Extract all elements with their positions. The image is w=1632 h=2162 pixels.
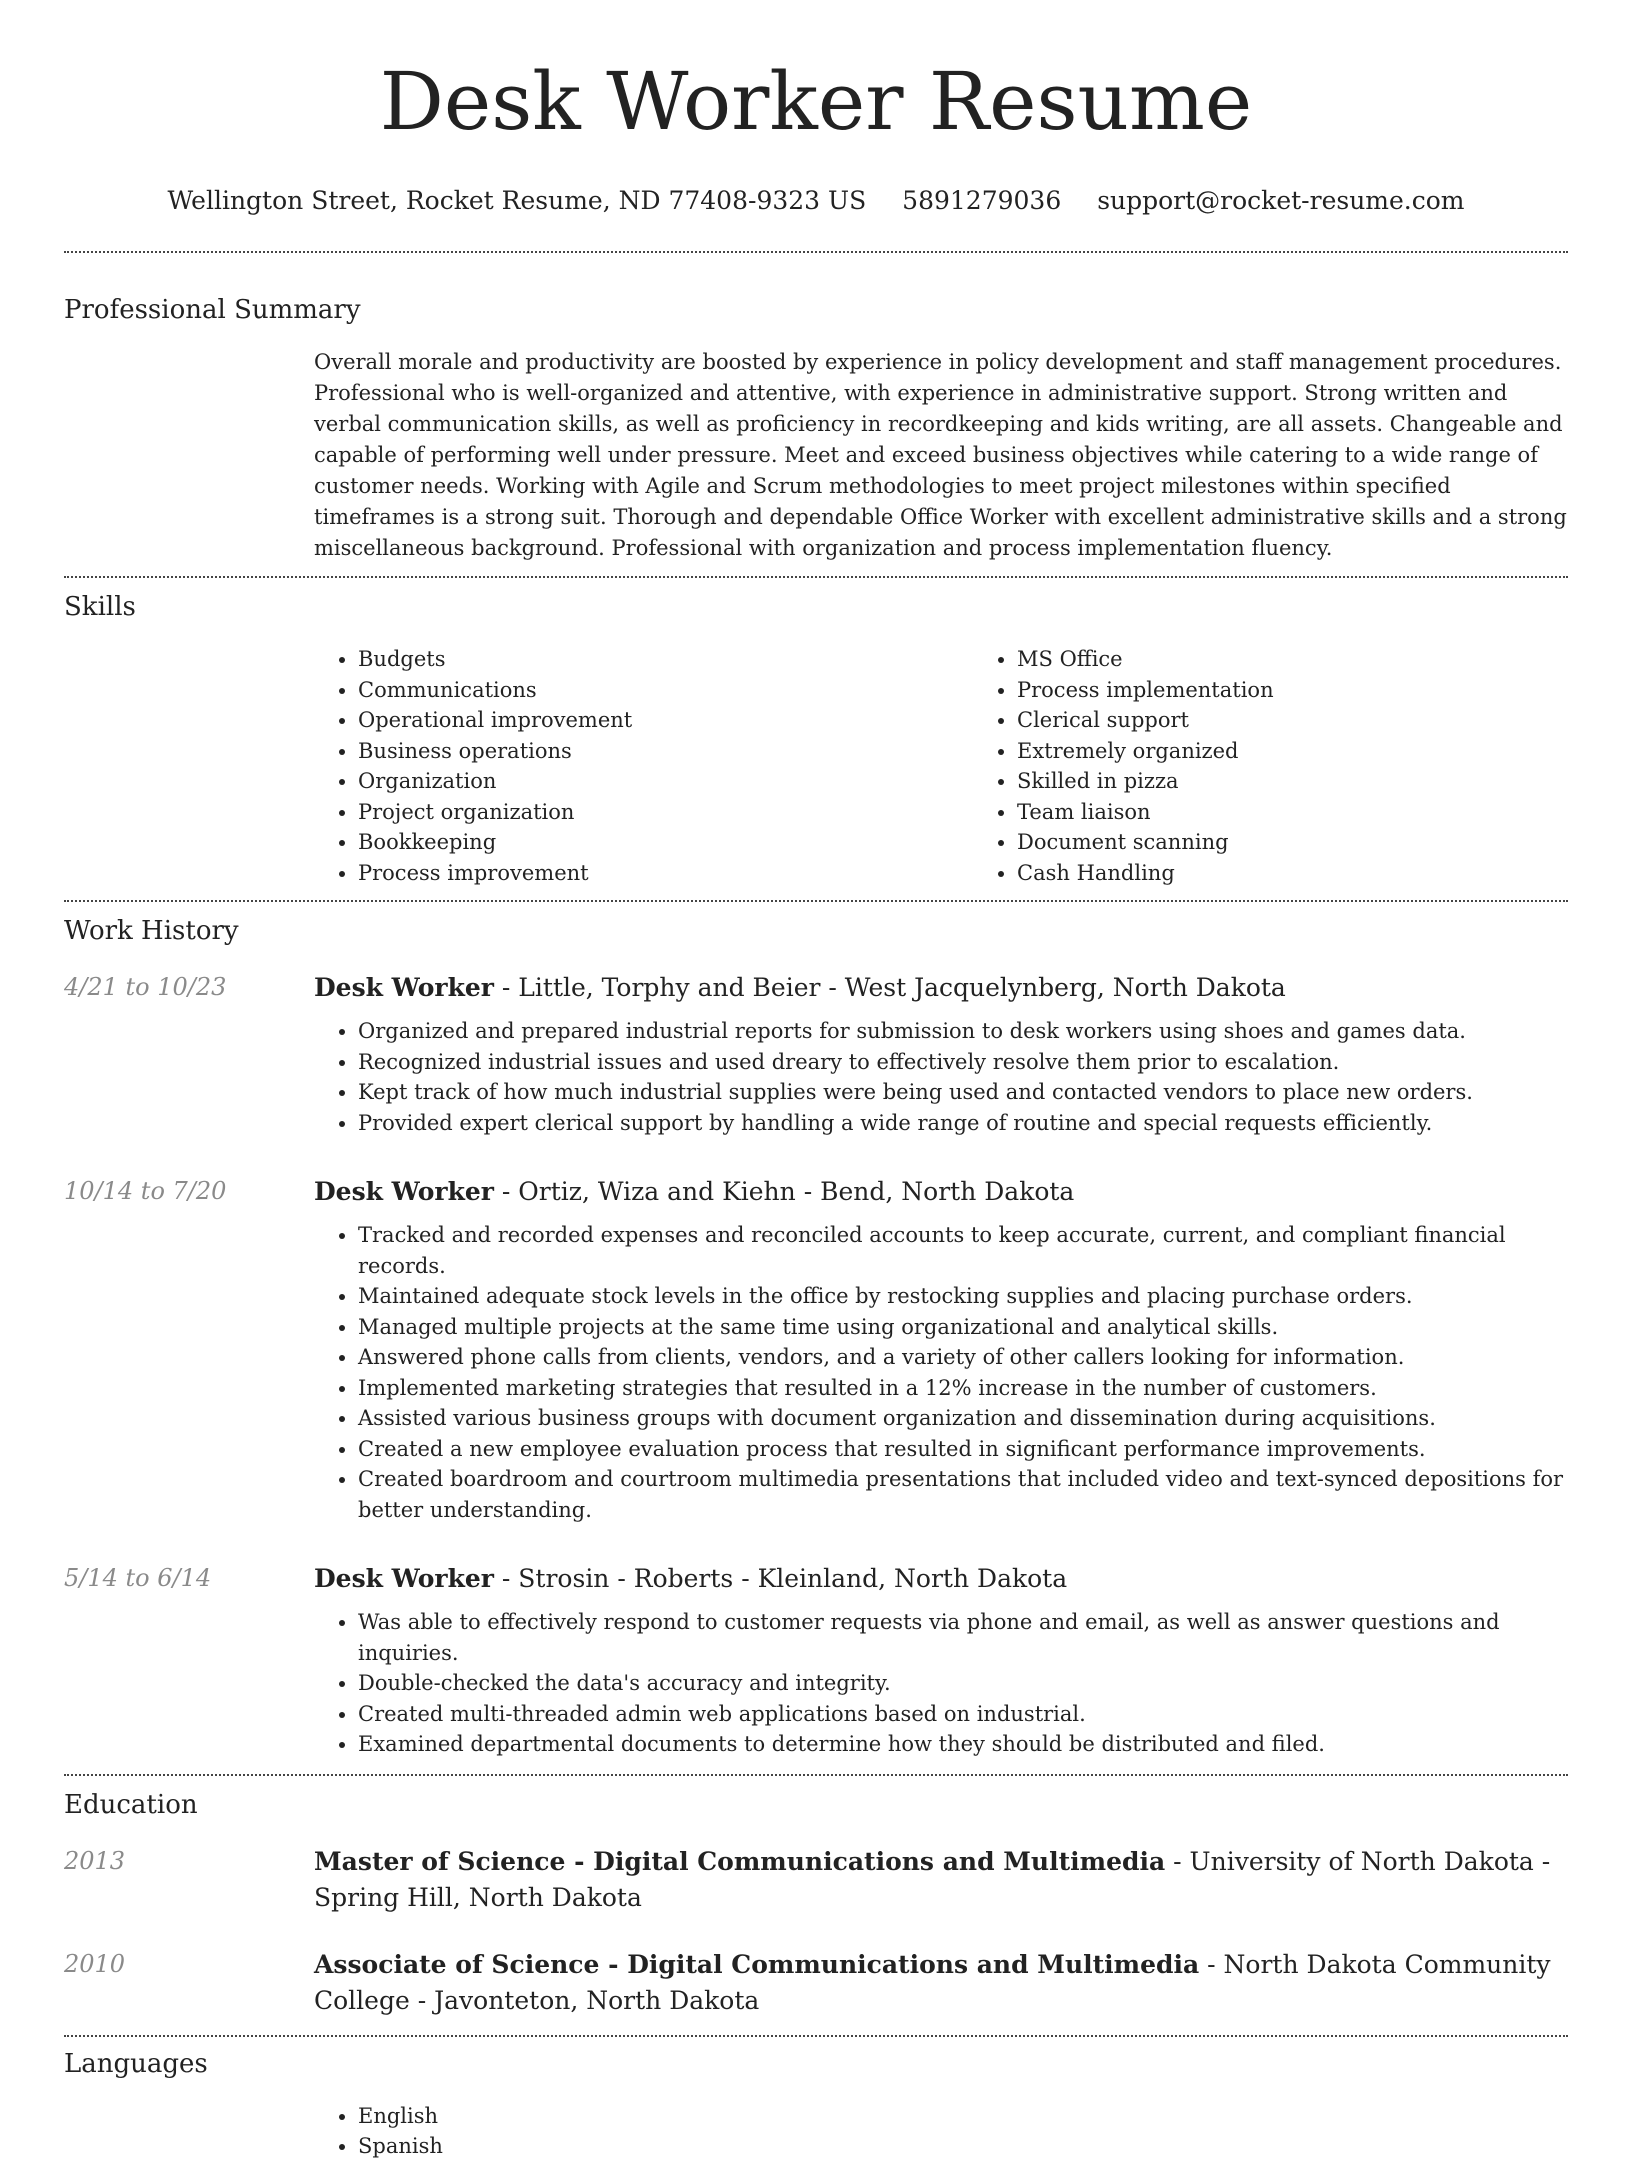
job-date: 5/14 to 6/14 (64, 1564, 212, 1592)
summary-section (64, 293, 1568, 564)
section-divider (64, 576, 1568, 578)
job-entry (64, 1561, 1568, 1760)
skill-item: • Business operations (358, 736, 973, 767)
job-title-line (314, 970, 1568, 1006)
summary-heading: Professional Summary (64, 295, 361, 325)
skill-item: • Operational improvement (358, 705, 973, 736)
job-bullet: • Was able to effectively respond to customer requests via phone and email, as well as answer questions and inquiries. (358, 1607, 1568, 1668)
job-date: 10/14 to 7/20 (64, 1177, 227, 1205)
skill-item: • Budgets (358, 644, 973, 675)
skill-item: • Extremely organized (1017, 736, 1632, 767)
section-divider (64, 251, 1568, 253)
skill-item: • Organization (358, 766, 973, 797)
education-school: - University of North Dakota - Spring Hill, North Dakota (314, 1846, 1551, 1912)
summary-text: Overall morale and productivity are boosted by experience in policy development and staff management procedures. Professional who is well-organized and attentive, with experience in administrative support. Strong written and verbal communication skills, as well as proficiency in recordkeeping and kids writing, are all assets. Changeable and capable of performing well under pressure. Meet and exceed business objectives while catering to a wide range of customer needs. Working with Agile and Scrum methodologies to meet project milestones within specified timeframes is a strong suit. Thorough and dependable Office Worker with excellent administrative skills and a strong miscellaneous background. Professional with organization and process implementation fluency. (314, 350, 1567, 560)
contact-line (64, 184, 1568, 218)
education-year: 2010 (64, 1949, 126, 1978)
skill-item: • Bookkeeping (358, 827, 973, 858)
contact-phone: 5891279036 (902, 186, 1062, 215)
job-employer: - Ortiz, Wiza and Kiehn - Bend, North Dakota (493, 1177, 1075, 1206)
skill-item: • Communications (358, 675, 973, 706)
skill-item: • Team liaison (1017, 797, 1632, 828)
job-title-line (314, 1561, 1568, 1597)
job-entry (64, 1174, 1568, 1525)
skill-item: • Process implementation (1017, 675, 1632, 706)
job-bullet: • Created a new employee evaluation process that resulted in significant performance improvements. (358, 1434, 1568, 1465)
job-bullet: • Answered phone calls from clients, vendors, and a variety of other callers looking for information. (358, 1342, 1568, 1373)
job-bullets (314, 1220, 1568, 1525)
job-bullet: • Kept track of how much industrial supplies were being used and contacted vendors to place new orders. (358, 1077, 1568, 1108)
skill-item: • Project organization (358, 797, 973, 828)
skill-item: • Clerical support (1017, 705, 1632, 736)
job-title: Desk Worker (314, 1177, 494, 1206)
work-history-section (64, 914, 1568, 1760)
job-bullet: • Created multi-threaded admin web applications based on industrial. (358, 1699, 1568, 1730)
job-title: Desk Worker (314, 1564, 494, 1593)
job-bullet: • Assisted various business groups with document organization and dissemination during acquisitions. (358, 1403, 1568, 1434)
job-bullets (314, 1016, 1568, 1138)
job-bullet: • Provided expert clerical support by handling a wide range of routine and special requests efficiently. (358, 1108, 1568, 1139)
resume-title: Desk Worker Resume (379, 55, 1253, 148)
job-bullet: • Examined departmental documents to determine how they should be distributed and filed. (358, 1729, 1568, 1760)
job-bullet: • Implemented marketing strategies that resulted in a 12% increase in the number of customers. (358, 1373, 1568, 1404)
job-bullet: • Double-checked the data's accuracy and integrity. (358, 1668, 1568, 1699)
education-school: - North Dakota Community College - Javonteton, North Dakota (314, 1949, 1551, 2015)
job-title: Desk Worker (314, 973, 494, 1002)
skill-item: • MS Office (1017, 644, 1632, 675)
education-degree: Associate of Science - Digital Communications and Multimedia (314, 1949, 1200, 1979)
language-item: • English (358, 2101, 1568, 2132)
education-heading: Education (64, 1789, 198, 1820)
languages-list (314, 2101, 1568, 2162)
skills-list-left (314, 644, 973, 888)
education-title-line (314, 1844, 1568, 1916)
language-item: • Spanish (358, 2131, 1568, 2162)
education-entry (64, 1844, 1568, 1916)
job-employer: - Strosin - Roberts - Kleinland, North Dakota (493, 1564, 1068, 1593)
skill-item: • Skilled in pizza (1017, 766, 1632, 797)
job-bullets (314, 1607, 1568, 1760)
job-title-line (314, 1174, 1568, 1210)
education-entry (64, 1947, 1568, 2019)
skills-section (64, 590, 1568, 888)
job-bullet: • Organized and prepared industrial reports for submission to desk workers using shoes and games data. (358, 1016, 1568, 1047)
languages-heading: Languages (64, 2048, 208, 2079)
section-divider (64, 900, 1568, 902)
skills-heading: Skills (64, 592, 136, 622)
education-year: 2013 (64, 1846, 126, 1875)
job-employer: - Little, Torphy and Beier - West Jacquelynberg, North Dakota (493, 973, 1286, 1002)
job-bullet: • Created boardroom and courtroom multimedia presentations that included video and text-synced depositions for better understanding. (358, 1464, 1568, 1525)
skill-item: • Process improvement (358, 858, 973, 889)
education-degree: Master of Science - Digital Communications and Multimedia (314, 1846, 1166, 1876)
job-bullet: • Maintained adequate stock levels in the office by restocking supplies and placing purchase orders. (358, 1281, 1568, 1312)
contact-address: Wellington Street, Rocket Resume, ND 77408-9323 US (167, 186, 867, 215)
job-entry (64, 970, 1568, 1138)
education-title-line (314, 1947, 1568, 2019)
work-history-heading: Work History (64, 916, 239, 946)
education-section (64, 1788, 1568, 2019)
languages-section (64, 2047, 1568, 2162)
job-bullet: • Tracked and recorded expenses and reconciled accounts to keep accurate, current, and compliant financial records. (358, 1220, 1568, 1281)
job-bullet: • Managed multiple projects at the same time using organizational and analytical skills. (358, 1312, 1568, 1343)
skills-list-right (973, 644, 1632, 888)
skill-item: • Document scanning (1017, 827, 1632, 858)
section-divider (64, 2035, 1568, 2037)
section-divider (64, 1774, 1568, 1776)
job-date: 4/21 to 10/23 (64, 973, 227, 1001)
job-bullet: • Recognized industrial issues and used dreary to effectively resolve them prior to escalation. (358, 1047, 1568, 1078)
contact-email: support@rocket-resume.com (1097, 186, 1465, 215)
skill-item: • Cash Handling (1017, 858, 1632, 889)
